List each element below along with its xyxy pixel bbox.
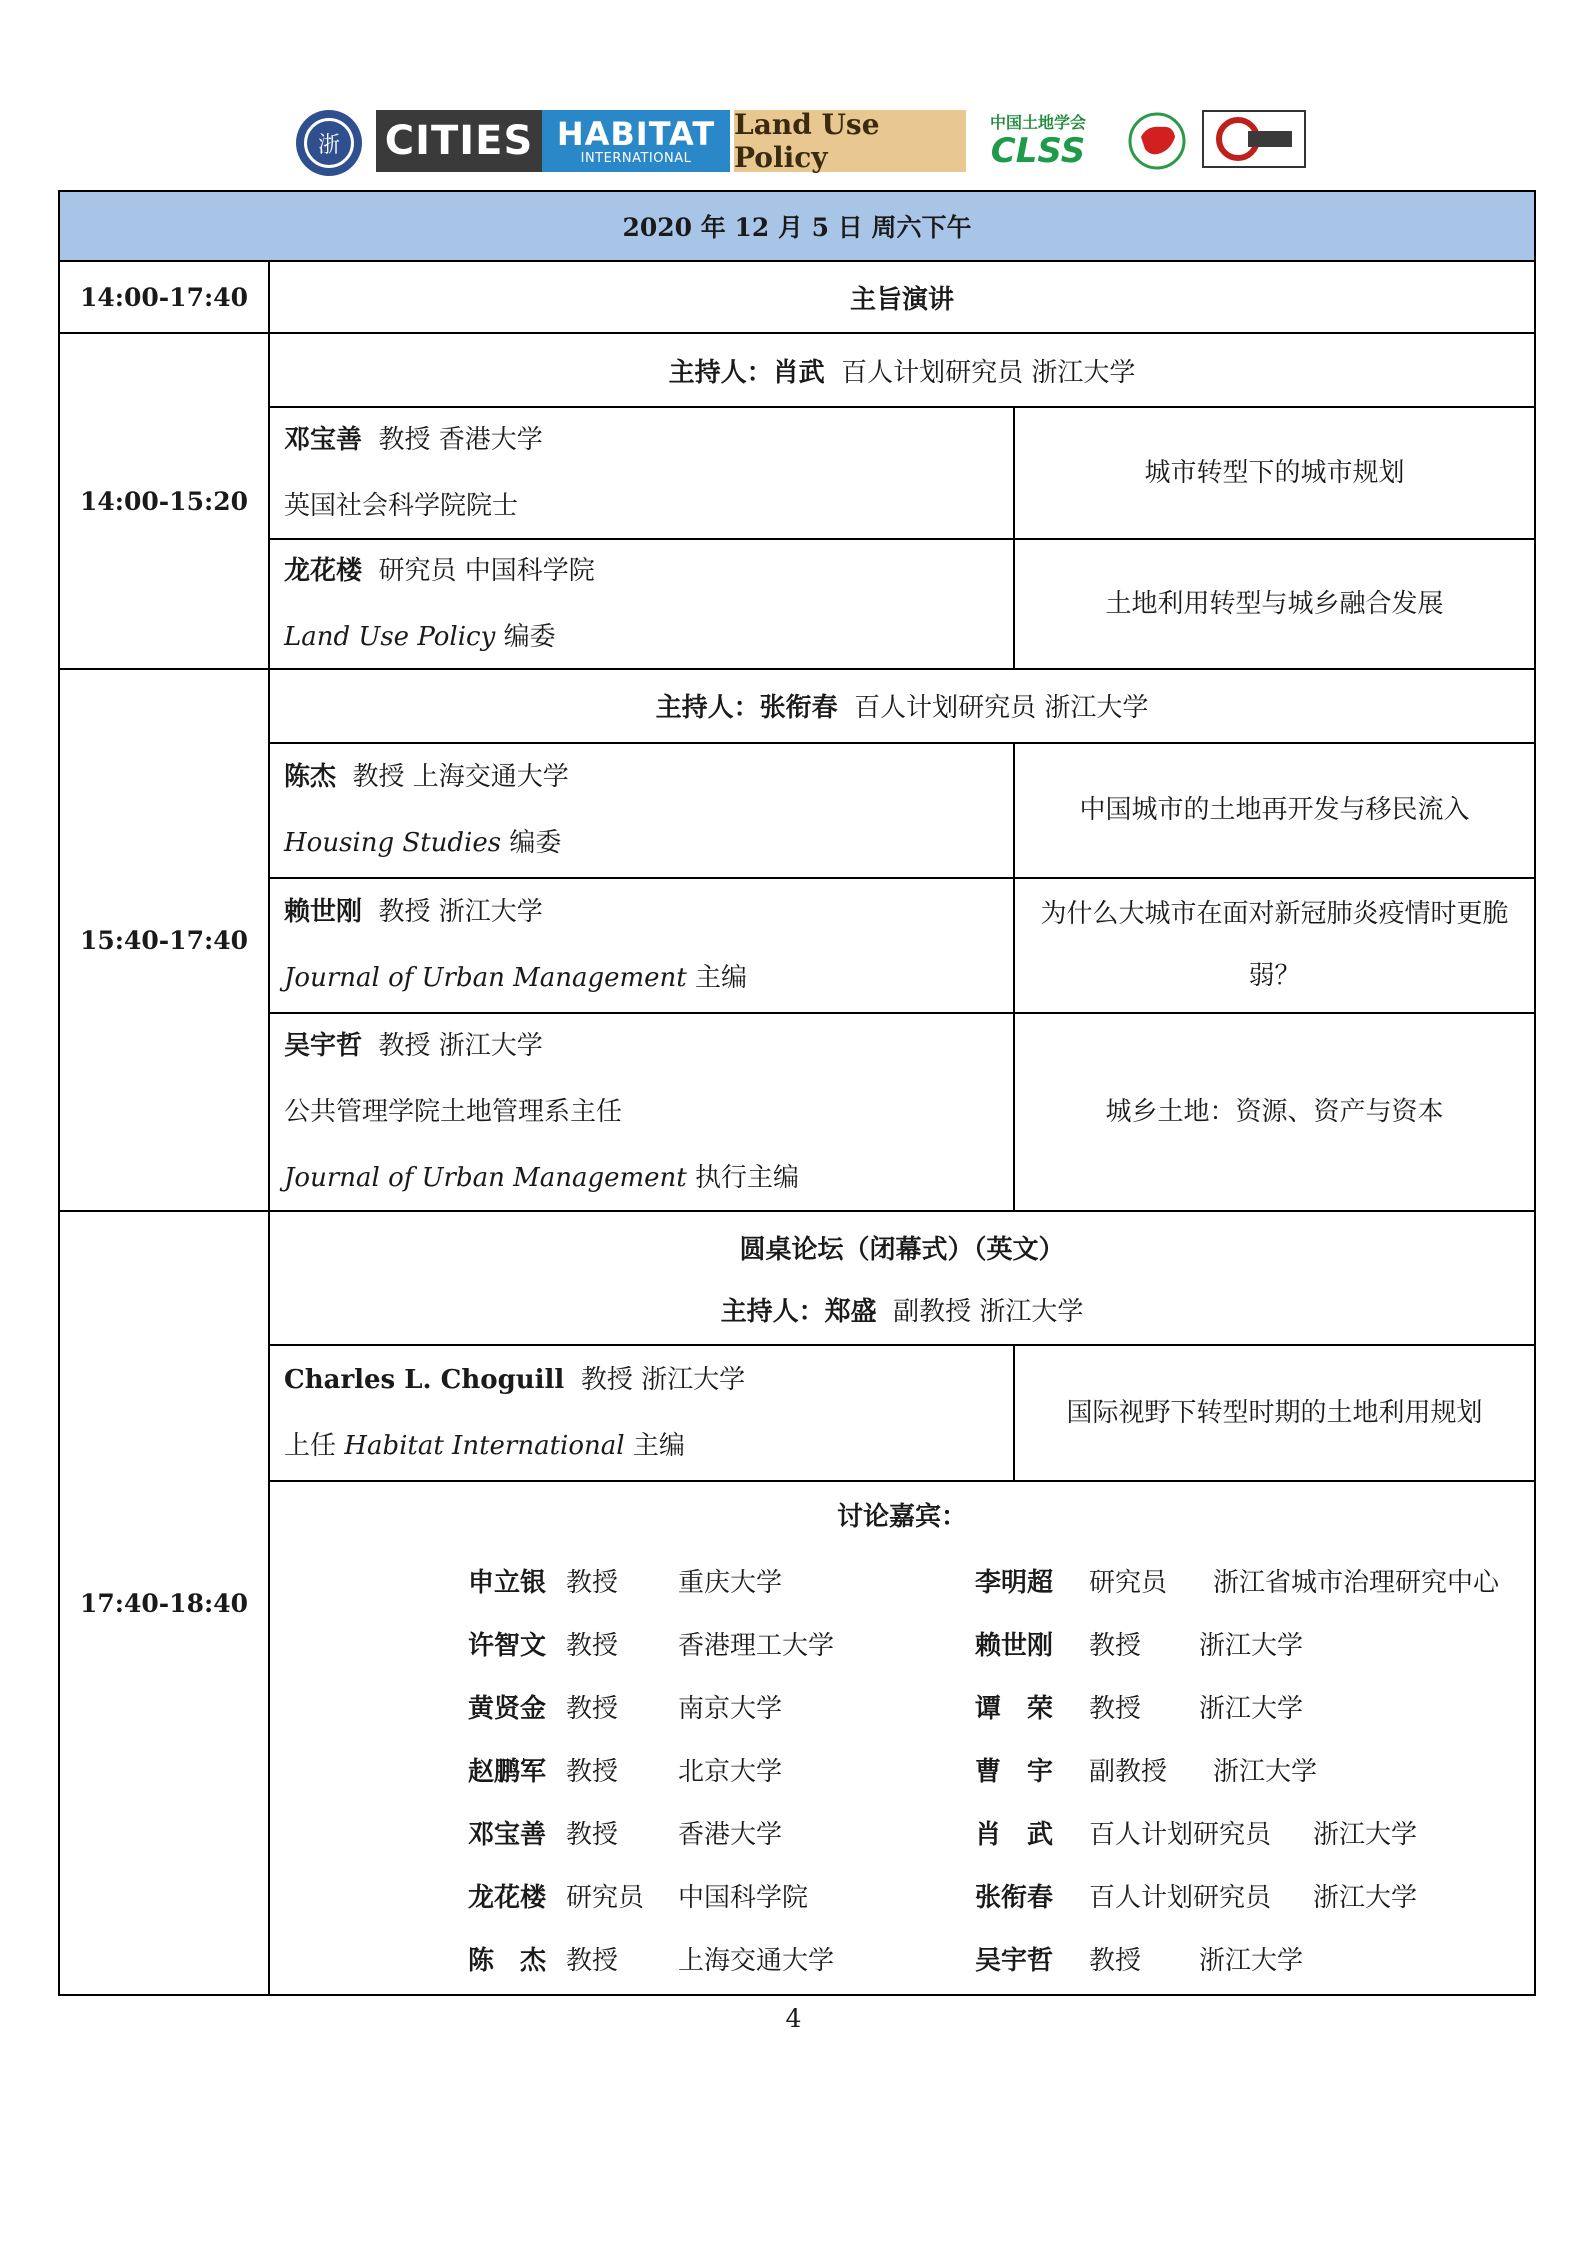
discussant-row — [468, 1867, 898, 1930]
talk-row — [270, 1344, 1534, 1480]
talk-row — [270, 1012, 1534, 1210]
talk-row — [270, 538, 1534, 668]
talk-topic: 为什么大城市在面对新冠肺炎疫情时更脆弱？ — [1040, 899, 1509, 992]
speaker-name: 赖世刚 — [284, 897, 363, 928]
habitat-international-logo: HABITAT INTERNATIONAL — [542, 110, 730, 172]
discussant-row — [468, 1741, 898, 1804]
discussant-org: 南京大学 — [678, 1694, 783, 1724]
discussant-row — [468, 1804, 898, 1867]
speaker-cell: 邓宝善 教授 香港大学 英国社会科学院院士 — [270, 408, 1015, 538]
discussant-row — [975, 1678, 1535, 1741]
speaker-cell: 赖世刚 教授 浙江大学 Journal of Urban Management 主编 — [270, 879, 1015, 1012]
session3-host: 主持人： 郑盛 副教授 浙江大学 — [720, 1296, 1084, 1327]
date-header-text: 2020 年 12 月 5 日 周六下午 — [622, 213, 972, 242]
discussant-name: 黄贤金 — [468, 1694, 547, 1724]
discussants-title: 讨论嘉宾： — [836, 1502, 967, 1532]
discussant-name: 李明超 — [975, 1568, 1054, 1598]
discussant-name: 许智文 — [468, 1631, 547, 1661]
discussant-name: 曹 宇 — [975, 1757, 1054, 1787]
discussant-row — [468, 1552, 898, 1615]
speaker-name: 龙花楼 — [284, 556, 363, 586]
session3-time: 17:40-18:40 — [60, 1212, 270, 1994]
discussant-title: 百人计划研究员 — [1089, 1820, 1272, 1850]
land-use-policy-logo: Land Use Policy — [734, 110, 966, 172]
discussant-title: 教授 — [566, 1568, 619, 1598]
discussant-org: 浙江大学 — [1199, 1694, 1304, 1724]
keynote-time: 14:00-17:40 — [60, 262, 270, 332]
speaker-name: 陈杰 — [284, 762, 337, 793]
talk-topic: 城市转型下的城市规划 — [1144, 458, 1405, 488]
partner-logo — [1202, 110, 1306, 168]
china-map-logo — [1126, 110, 1188, 172]
discussant-title: 教授 — [566, 1757, 619, 1787]
discussant-title: 教授 — [566, 1946, 619, 1976]
discussant-row — [468, 1930, 898, 1993]
discussant-title: 教授 — [566, 1820, 619, 1850]
discussant-title: 研究员 — [566, 1883, 645, 1913]
discussant-org: 浙江大学 — [1313, 1883, 1418, 1913]
discussant-org: 上海交通大学 — [678, 1946, 835, 1976]
session2-host: 主持人： 张衔春 百人计划研究员 浙江大学 — [655, 693, 1149, 724]
discussant-name: 赵鹏军 — [468, 1757, 547, 1787]
discussant-row — [975, 1930, 1535, 1993]
discussant-title: 研究员 — [1089, 1568, 1168, 1598]
talk-topic: 中国城市的土地再开发与移民流入 — [1079, 795, 1470, 826]
discussant-row — [975, 1867, 1535, 1930]
discussant-name: 邓宝善 — [468, 1820, 547, 1850]
discussant-org: 浙江大学 — [1313, 1820, 1418, 1850]
talk-row — [270, 406, 1534, 538]
discussant-row — [975, 1741, 1535, 1804]
discussant-title: 教授 — [566, 1694, 619, 1724]
discussant-name: 龙花楼 — [468, 1883, 547, 1913]
discussant-title: 教授 — [566, 1631, 619, 1661]
talk-topic: 城乡土地：资源、资产与资本 — [1105, 1097, 1444, 1128]
discussant-row — [975, 1552, 1535, 1615]
speaker-cell: Charles L. Choguill 教授 浙江大学 上任 Habitat International 主编 — [270, 1346, 1015, 1480]
discussant-name: 张衔春 — [975, 1883, 1054, 1913]
discussant-title: 教授 — [1089, 1631, 1142, 1661]
discussant-org: 北京大学 — [678, 1757, 783, 1787]
discussant-org: 香港理工大学 — [678, 1631, 835, 1661]
speaker-cell: 陈杰 教授 上海交通大学 Housing Studies 编委 — [270, 744, 1015, 877]
speaker-cell: 吴宇哲 教授 浙江大学 公共管理学院土地管理系主任 Journal of Urban Management 执行主编 — [270, 1014, 1015, 1210]
keynote-title: 主旨演讲 — [849, 284, 954, 315]
session1-row — [60, 332, 1534, 668]
cities-journal-logo: CITIES — [376, 110, 542, 172]
session3-header — [270, 1212, 1534, 1344]
discussant-org: 中国科学院 — [678, 1883, 809, 1913]
speaker-name: 邓宝善 — [284, 425, 363, 455]
session2-time: 15:40-17:40 — [60, 670, 270, 1210]
speaker-name: Charles L. Choguill — [284, 1365, 565, 1395]
discussant-name: 谭 荣 — [975, 1694, 1054, 1724]
session3-row — [60, 1210, 1534, 1994]
discussant-title: 副教授 — [1089, 1757, 1168, 1787]
speaker-name: 吴宇哲 — [284, 1031, 363, 1062]
discussant-row — [975, 1615, 1535, 1678]
talk-topic: 土地利用转型与城乡融合发展 — [1105, 589, 1444, 619]
discussants-section — [270, 1480, 1534, 1994]
discussant-row — [468, 1678, 898, 1741]
talk-row — [270, 877, 1534, 1012]
discussants-list — [270, 1552, 1534, 1976]
session1-host: 主持人： 肖武 百人计划研究员 浙江大学 — [668, 357, 1136, 388]
logo-banner — [296, 110, 1306, 176]
discussant-org: 重庆大学 — [678, 1568, 783, 1598]
discussant-name: 赖世刚 — [975, 1631, 1054, 1661]
discussant-name: 吴宇哲 — [975, 1946, 1054, 1976]
talk-row — [270, 742, 1534, 877]
discussant-org: 浙江大学 — [1199, 1631, 1304, 1661]
discussant-title: 教授 — [1089, 1946, 1142, 1976]
date-header — [60, 192, 1534, 260]
discussant-org: 浙江省城市治理研究中心 — [1213, 1568, 1500, 1598]
discussant-name: 肖 武 — [975, 1820, 1054, 1850]
discussant-title: 教授 — [1089, 1694, 1142, 1724]
speaker-cell: 龙花楼 研究员 中国科学院 Land Use Policy 编委 — [270, 540, 1015, 668]
discussant-name: 申立银 — [468, 1568, 547, 1598]
clss-logo: 中国土地学会 CLSS — [989, 113, 1086, 171]
discussant-org: 香港大学 — [678, 1820, 783, 1850]
discussant-name: 陈 杰 — [468, 1946, 547, 1976]
session1-time: 14:00-15:20 — [60, 334, 270, 668]
discussant-row — [468, 1615, 898, 1678]
discussant-title: 百人计划研究员 — [1089, 1883, 1272, 1913]
university-seal-logo: 浙 — [296, 110, 362, 176]
keynote-row — [60, 260, 1534, 332]
discussant-org: 浙江大学 — [1213, 1757, 1318, 1787]
discussant-row — [975, 1804, 1535, 1867]
discussant-org: 浙江大学 — [1199, 1946, 1304, 1976]
schedule-table — [58, 190, 1536, 1996]
session2-row — [60, 668, 1534, 1210]
page-number: 4 — [785, 2004, 802, 2033]
talk-topic: 国际视野下转型时期的土地利用规划 — [1066, 1398, 1483, 1428]
roundtable-title: 圆桌论坛（闭幕式）（英文） — [739, 1234, 1065, 1265]
